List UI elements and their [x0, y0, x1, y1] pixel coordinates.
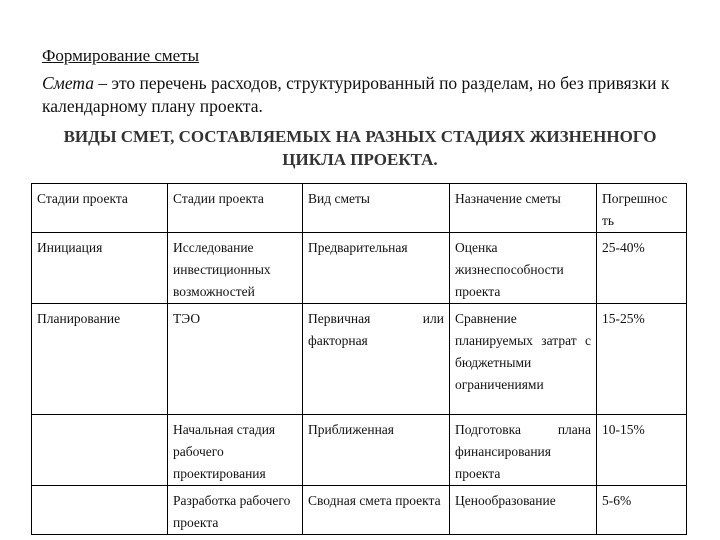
table-header-row — [32, 184, 687, 233]
table-cell: Разработка рабочего проекта — [168, 486, 303, 535]
table-cell: Приближенная — [303, 415, 450, 486]
table-title: ВИДЫ СМЕТ, СОСТАВЛЯЕМЫХ НА РАЗНЫХ СТАДИЯХ ЖИЗНЕННОГО ЦИКЛА ПРОЕКТА. — [63, 127, 657, 169]
table-cell: Подготовка плана финансирования проекта — [450, 415, 597, 486]
table-cell: Инициация — [32, 233, 168, 304]
table-cell: Сводная смета проекта — [303, 486, 450, 535]
header-cell: Стадии проекта — [32, 184, 168, 233]
table-cell: Ценообразование — [450, 486, 597, 535]
table-cell: 25-40% — [597, 233, 687, 304]
table-cell: 15-25% — [597, 304, 687, 415]
table-row — [32, 304, 687, 415]
definition-text: – это перечень расходов, структурированный по разделам, но без привязки к календарному плану проекта. — [42, 73, 670, 116]
header-cell: Вид сметы — [303, 184, 450, 233]
table-cell: 5-6% — [597, 486, 687, 535]
table-row — [32, 415, 687, 486]
table-cell: Начальная стадия рабочего проектирования — [168, 415, 303, 486]
table-cell — [32, 415, 168, 486]
table-cell: Оценка жизнеспособности проекта — [450, 233, 597, 304]
table-cell: Первичная или факторная — [303, 304, 450, 415]
header-cell: Стадии проекта — [168, 184, 303, 233]
table-cell: ТЭО — [168, 304, 303, 415]
table-cell — [32, 486, 168, 535]
table-cell: 10-15% — [597, 415, 687, 486]
header-cell: Погрешнос ть — [597, 184, 687, 233]
definition-term: Смета — [42, 73, 94, 93]
table-cell: Сравнение планируемых затрат с бюджетными ограничениями — [450, 304, 597, 415]
table-cell: Предварительная — [303, 233, 450, 304]
table-row — [32, 233, 687, 304]
estimate-types-table — [31, 183, 687, 535]
header-cell: Назначение сметы — [450, 184, 597, 233]
table-cell: Исследование инвестиционных возможностей — [168, 233, 303, 304]
table-row — [32, 486, 687, 535]
section-heading: Формирование сметы — [42, 46, 200, 65]
table-cell: Планирование — [32, 304, 168, 415]
estimate-definition — [42, 72, 692, 118]
